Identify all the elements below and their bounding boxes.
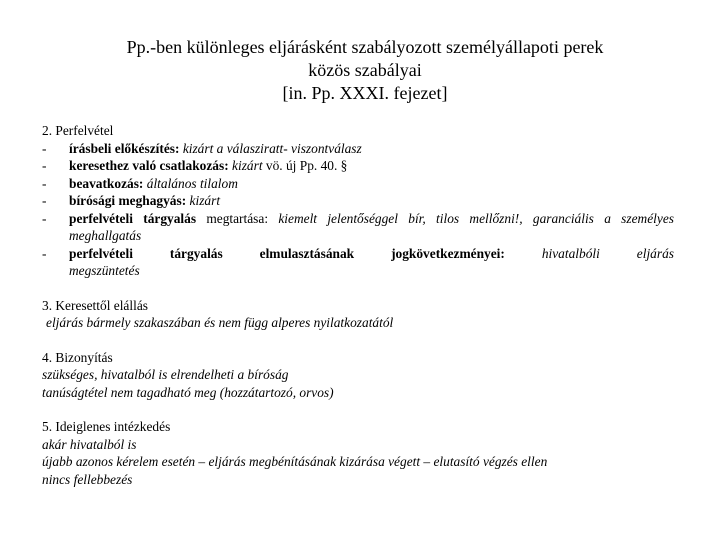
section-3-heading: 3. Keresettől elállás xyxy=(42,297,148,313)
section-4-line-1: szükséges, hivatalból is elrendelheti a bíróság xyxy=(42,367,289,382)
section-4-line-2: tanúságtétel nem tagadható meg (hozzátartozó, orvos) xyxy=(42,384,334,400)
document-title xyxy=(40,36,690,105)
list-dash: - xyxy=(42,158,47,173)
list-dash: - xyxy=(42,175,47,191)
list-item xyxy=(42,157,674,175)
list-dash: - xyxy=(42,210,47,226)
list-dash: - xyxy=(42,140,47,156)
section-4-heading: 4. Bizonyítás xyxy=(42,349,113,365)
section-5-line-3: nincs fellebbezés xyxy=(42,471,133,487)
list-item xyxy=(42,140,674,158)
list-item xyxy=(42,192,674,210)
list-dash: - xyxy=(42,245,47,261)
item-term: keresethez való csatlakozás: xyxy=(69,158,229,173)
section-5-heading: 5. Ideiglenes intézkedés xyxy=(42,419,171,434)
title-line-1: Pp.-ben különleges eljárásként szabályozott személyállapoti perek xyxy=(126,37,604,57)
item-term: perfelvételi tárgyalás elmulasztásának jogkövetkezményei: xyxy=(69,245,505,261)
item-value: hivatalbóli eljárás xyxy=(541,245,674,261)
document-body xyxy=(42,122,674,488)
title-line-3: [in. Pp. XXXI. fejezet] xyxy=(282,83,448,103)
section-5-line-2: újabb azonos kérelem esetén – eljárás megbénításának kizárása végett – elutasító végzés ellen xyxy=(42,454,548,469)
list-item xyxy=(42,245,674,280)
section-2-heading: 2. Perfelvétel xyxy=(42,123,114,138)
section-5-line-1: akár hivatalból is xyxy=(42,436,137,452)
item-value: kizárt xyxy=(232,158,263,173)
item-term: bírósági meghagyás: xyxy=(69,193,187,208)
list-dash: - xyxy=(42,193,47,208)
list-item xyxy=(42,175,674,193)
list-item xyxy=(42,210,674,245)
item-term: beavatkozás: xyxy=(69,175,144,191)
title-line-2: közös szabályai xyxy=(308,60,422,80)
item-value-continued: megszüntetés xyxy=(69,263,140,278)
item-reference: vö. új Pp. 40. § xyxy=(262,158,348,173)
item-term: perfelvételi tárgyalás xyxy=(69,210,197,226)
item-term: írásbeli előkészítés: xyxy=(69,140,180,156)
item-connector: megtartása: xyxy=(196,210,279,226)
section-3-text: eljárás bármely szakaszában és nem függ alperes nyilatkozatától xyxy=(46,315,394,330)
item-value: kiemelt jelentőséggel bír, tilos mellőzni!, garanciális a személyes meghallgatás xyxy=(69,210,674,243)
item-value: kizárt xyxy=(189,193,221,208)
item-value: kizárt a válasziratt- viszontválasz xyxy=(182,140,362,156)
item-value: általános tilalom xyxy=(146,175,238,191)
